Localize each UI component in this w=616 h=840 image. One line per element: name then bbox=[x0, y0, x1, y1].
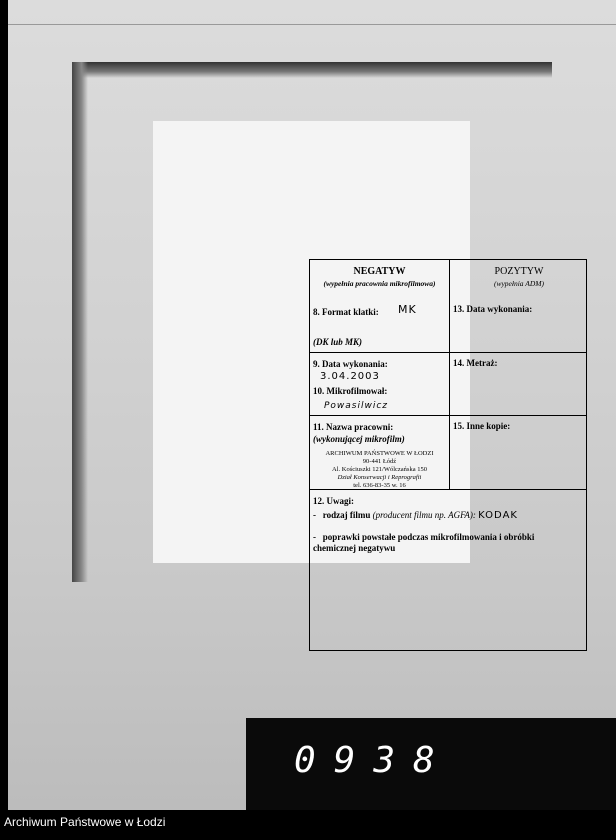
stamp-line: ARCHIWUM PAŃSTWOWE W ŁODZI bbox=[325, 450, 434, 457]
stamp-line: Al. Kościuszki 121/Wólczańska 150 bbox=[332, 466, 427, 473]
row-divider bbox=[310, 352, 586, 353]
format-hint: (DK lub MK) bbox=[313, 337, 363, 347]
film-type-hint: (producent filmu np. AGFA): bbox=[372, 510, 476, 520]
format-label: 8. Format klatki: bbox=[313, 307, 379, 317]
pozytyw-title: POZYTYW bbox=[494, 266, 544, 277]
archive-footer: Archiwum Państwowe w Łodzi bbox=[4, 815, 166, 829]
stamp-line: 90-441 Łódź bbox=[362, 458, 397, 465]
stamp-line: tel. 636-83-35 w. 16 bbox=[353, 482, 406, 489]
stamp-line: Dział Konserwacji i Reprografii bbox=[337, 474, 422, 481]
film-type-value: KODAK bbox=[478, 510, 518, 521]
frame-shadow-left bbox=[72, 62, 88, 582]
microfilm-card bbox=[153, 121, 545, 563]
remarks-item-corrections bbox=[313, 532, 558, 554]
bullet: - bbox=[313, 532, 316, 542]
date-value: 3.04.2003 bbox=[320, 371, 380, 382]
studio-stamp bbox=[310, 450, 449, 490]
studio-hint: (wykonującej mikrofilm) bbox=[313, 434, 405, 444]
bullet: - bbox=[313, 510, 316, 520]
format-value: MK bbox=[398, 303, 417, 316]
microfilm-form bbox=[309, 259, 587, 651]
filmed-by-signature: Powasilwicz bbox=[324, 401, 389, 411]
remarks-item-film bbox=[313, 510, 583, 521]
negatyw-header bbox=[310, 266, 449, 288]
frame-number: 0938 bbox=[294, 740, 453, 781]
pozytyw-subtitle: (wypełnia ADM) bbox=[493, 279, 545, 288]
length-label: 14. Metraż: bbox=[453, 358, 498, 368]
date-positive-label: 13. Data wykonania: bbox=[453, 304, 533, 314]
frame-shadow-top bbox=[72, 62, 552, 78]
studio-label: 11. Nazwa pracowni: bbox=[313, 422, 394, 432]
negatyw-subtitle: (wypełnia pracownia mikrofilmowa) bbox=[323, 279, 436, 288]
pozytyw-header bbox=[450, 266, 588, 288]
column-divider bbox=[449, 260, 450, 489]
row-divider bbox=[310, 415, 586, 416]
film-type-label: rodzaj filmu bbox=[322, 510, 371, 520]
copies-label: 15. Inne kopie: bbox=[453, 421, 511, 431]
negatyw-title: NEGATYW bbox=[353, 266, 406, 277]
date-label: 9. Data wykonania: bbox=[313, 359, 388, 369]
remarks-label: 12. Uwagi: bbox=[313, 496, 354, 506]
scan-edge-line bbox=[8, 24, 616, 25]
filmed-by-label: 10. Mikrofilmował: bbox=[313, 386, 388, 396]
corrections-text: poprawki powstałe podczas mikrofilmowania i obróbki chemicznej negatywu bbox=[313, 532, 535, 553]
